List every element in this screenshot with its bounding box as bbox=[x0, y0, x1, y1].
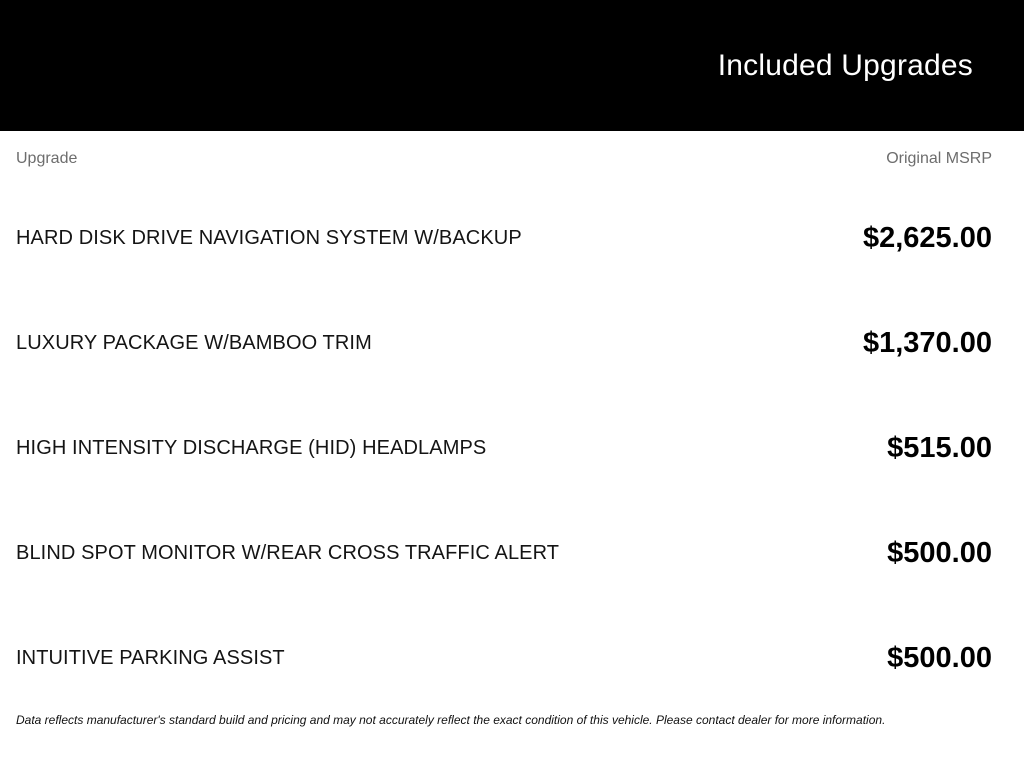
upgrade-name: INTUITIVE PARKING ASSIST bbox=[16, 647, 285, 669]
column-header-upgrade: Upgrade bbox=[16, 149, 78, 167]
table-header-row bbox=[16, 131, 992, 186]
upgrade-price: $515.00 bbox=[887, 432, 992, 464]
upgrade-name: LUXURY PACKAGE W/BAMBOO TRIM bbox=[16, 332, 372, 354]
upgrade-price: $1,370.00 bbox=[862, 327, 992, 359]
upgrade-name: HIGH INTENSITY DISCHARGE (HID) HEADLAMPS bbox=[16, 437, 487, 459]
upgrade-price: $2,625.00 bbox=[862, 222, 992, 254]
table-row bbox=[16, 186, 992, 291]
table-row bbox=[16, 501, 992, 606]
upgrade-name: BLIND SPOT MONITOR W/REAR CROSS TRAFFIC ALERT bbox=[16, 542, 560, 564]
page-title: Included Upgrades bbox=[717, 48, 973, 82]
table-row bbox=[16, 606, 992, 711]
upgrade-price: $500.00 bbox=[887, 642, 992, 674]
disclaimer-text: Data reflects manufacturer's standard build and pricing and may not accurately reflect the exact condition of this vehicle. Please contact dealer for more information. bbox=[16, 713, 886, 727]
upgrade-price: $500.00 bbox=[887, 537, 992, 569]
table-row bbox=[16, 291, 992, 396]
page-header bbox=[0, 0, 1024, 131]
table-row bbox=[16, 396, 992, 501]
included-upgrades-table bbox=[0, 131, 1024, 728]
column-header-original-msrp: Original MSRP bbox=[886, 149, 992, 167]
upgrade-name: HARD DISK DRIVE NAVIGATION SYSTEM W/BACKUP bbox=[16, 227, 522, 249]
